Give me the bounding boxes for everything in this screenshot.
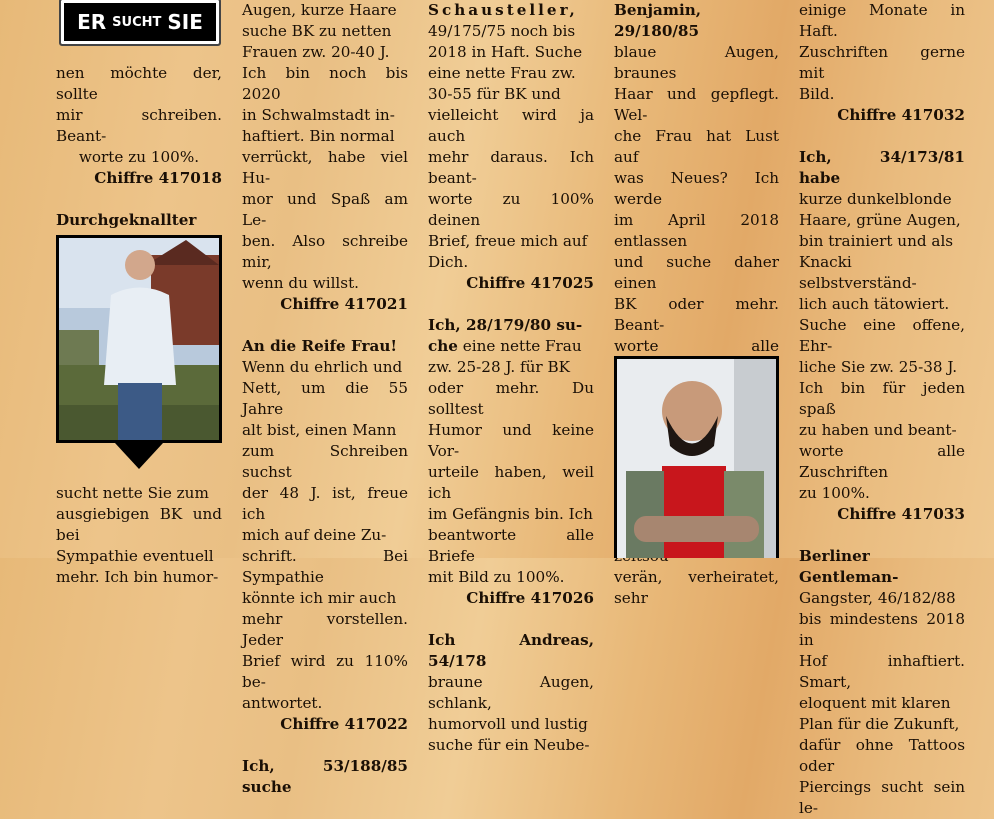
ad-text-line: Sympathie eventuell bbox=[56, 547, 214, 565]
header-er: ER bbox=[77, 10, 107, 34]
ad-text-line: was Neues? Ich werde bbox=[614, 169, 779, 208]
ad-text-line: zum Schreiben suchst bbox=[242, 442, 408, 481]
ad-text-line: BK oder mehr. Beant- bbox=[614, 295, 779, 334]
ad-text-line: schrift. Bei Sympathie bbox=[242, 547, 408, 586]
chiffre-number: Chiffre 417018 bbox=[94, 169, 222, 187]
ad-text-line: zu 100%. bbox=[799, 484, 870, 502]
ad-text-line: humorvoll und lustig bbox=[428, 715, 588, 733]
ad-text-line: Bild. bbox=[799, 85, 835, 103]
ad-text-line: mich auf deine Zu- bbox=[242, 526, 387, 544]
ad-text-line: haftiert. Bin normal bbox=[242, 127, 395, 145]
ad-text-line: Brief, freue mich auf bbox=[428, 232, 588, 250]
ad-text-line: bis mindestens 2018 in bbox=[799, 610, 965, 649]
chiffre-number: Chiffre 417022 bbox=[280, 715, 408, 733]
ad-headline: Ich, 34/173/81 habe bbox=[799, 148, 965, 187]
ad-text-line: mehr daraus. Ich beant- bbox=[428, 148, 594, 187]
ad-text-line: suche BK zu netten bbox=[242, 22, 392, 40]
ad-text-line: worte zu 100%. bbox=[78, 148, 200, 166]
column-5 bbox=[799, 0, 965, 817]
ad-text-line: bin trainiert und als bbox=[799, 232, 954, 250]
ad-headline: Durchgeknallter bbox=[56, 211, 197, 229]
ad-text-line: dafür ohne Tattoos oder bbox=[799, 736, 965, 775]
ad-text-line: urteile haben, weil ich bbox=[428, 463, 594, 502]
man-in-hoodie-photo bbox=[56, 235, 222, 443]
column-2 bbox=[242, 0, 408, 796]
ad-text-line: Brief wird zu 110% be- bbox=[242, 652, 408, 691]
ad-text-line: verrückt, habe viel Hu- bbox=[242, 148, 408, 187]
ad-text-line: im April 2018 entlassen bbox=[614, 211, 779, 250]
ad-text-line: eloquent mit klaren bbox=[799, 694, 951, 712]
ad-text-line: worte zu 100% deinen bbox=[428, 190, 594, 229]
ad-text-line: mehr. Ich bin humor- bbox=[56, 568, 219, 586]
ad-text-line: zw. 25-28 J. für BK bbox=[428, 358, 571, 376]
ad-text-line: 49/175/75 noch bis bbox=[428, 22, 576, 40]
ad-text-line: Piercings sucht sein le- bbox=[799, 778, 965, 817]
chiffre-number: Chiffre 417033 bbox=[837, 505, 965, 523]
ad-headline: Schausteller, bbox=[428, 1, 578, 19]
ad-text-line: ausgiebigen BK und bei bbox=[56, 505, 222, 544]
ad-headline: Ich, 53/188/85 suche bbox=[242, 757, 408, 796]
column-3 bbox=[428, 0, 594, 754]
ad-text-line: Haare, grüne Augen, bbox=[799, 211, 961, 229]
bearded-man-photo bbox=[614, 356, 779, 558]
ad-text-line: worte alle bbox=[614, 337, 779, 355]
header-sucht: SUCHT bbox=[112, 14, 162, 30]
ad-text-line: sucht nette Sie zum bbox=[56, 484, 209, 502]
ad-headline: An die Reife Frau! bbox=[242, 337, 398, 355]
ad-text-line: verän, verheiratet, sehr bbox=[614, 568, 779, 607]
ad-text-line: worte alle Zuschriften bbox=[799, 442, 965, 481]
ad-text-line: Hof inhaftiert. Smart, bbox=[799, 652, 965, 691]
ad-text-line: vielleicht wird ja auch bbox=[428, 106, 594, 145]
ad-headline: Benjamin, 29/180/85 bbox=[614, 1, 702, 40]
ad-text-line: liche Sie zw. 25-38 J. bbox=[799, 358, 958, 376]
ad-text-line: einige Monate in Haft. bbox=[799, 1, 965, 40]
ad-text-line: könnte ich mir auch bbox=[242, 589, 397, 607]
ad-text-line: der 48 J. ist, freue ich bbox=[242, 484, 408, 523]
ad-text-line: Humor und keine Vor- bbox=[428, 421, 594, 460]
ad-text-line: Haar und gepflegt. Wel- bbox=[614, 85, 779, 124]
ad-headline: Berliner Gentleman- bbox=[799, 547, 899, 586]
ad-text-line: alt bist, einen Mann bbox=[242, 421, 397, 439]
ad-text-line: Ich bin noch bis 2020 bbox=[242, 64, 408, 103]
ad-text-line: lich auch tätowiert. bbox=[799, 295, 950, 313]
chiffre-number: Chiffre 417032 bbox=[837, 106, 965, 124]
ad-text-line: oder mehr. Du solltest bbox=[428, 379, 594, 418]
ad-text-line: Plan für die Zukunft, bbox=[799, 715, 960, 733]
chiffre-number: Chiffre 417025 bbox=[466, 274, 594, 292]
ad-text-line: zu haben und beant- bbox=[799, 421, 957, 439]
ad-text-line: beantworte alle Briefe bbox=[428, 526, 594, 565]
ad-text-line: Zuschriften gerne mit bbox=[799, 43, 965, 82]
ad-text-line: Knacki selbstverständ- bbox=[799, 253, 917, 292]
ad-text-line: Ich bin für jeden spaß bbox=[799, 379, 965, 418]
ad-text-line: Gangster, 46/182/88 bbox=[799, 589, 956, 607]
ad-text-line: Augen, kurze Haare bbox=[242, 1, 397, 19]
ad-text-line: Frauen zw. 20-40 J. bbox=[242, 43, 390, 61]
ad-text-line bbox=[428, 336, 594, 357]
ad-headline: Ich Andreas, 54/178 bbox=[428, 631, 594, 670]
ad-text-line: und suche daher einen bbox=[614, 253, 779, 292]
chiffre-number: Chiffre 417021 bbox=[280, 295, 408, 313]
ad-text-line: Dich. bbox=[428, 253, 469, 271]
ad-text-line: che Frau hat Lust auf bbox=[614, 127, 779, 166]
header-sie: SIE bbox=[167, 10, 203, 34]
ad-text-line: nen möchte der, sollte bbox=[56, 64, 222, 103]
ad-text-line: 30-55 für BK und bbox=[428, 85, 561, 103]
ad-text-line: suche für ein Neube- bbox=[428, 736, 590, 754]
ad-text-line: 2018 in Haft. Suche bbox=[428, 43, 583, 61]
ad-text-line: braune Augen, schlank, bbox=[428, 673, 594, 712]
ad-text-line: antwortet. bbox=[242, 694, 323, 712]
ad-text-line: blaue Augen, braunes bbox=[614, 43, 779, 82]
ad-text-line: wenn du willst. bbox=[242, 274, 360, 292]
ad-text-line: mehr vorstellen. Jeder bbox=[242, 610, 408, 649]
personal-ad-photo bbox=[56, 235, 222, 443]
ad-headline: Ich, 28/179/80 su- bbox=[428, 316, 583, 334]
arrow-down-icon bbox=[115, 443, 163, 469]
personal-ad-photo bbox=[614, 356, 779, 558]
ad-text-line: Wenn du ehrlich und bbox=[242, 358, 403, 376]
ad-text-span: eine nette Frau bbox=[457, 337, 582, 355]
ad-text-line: ben. Also schreibe mir, bbox=[242, 232, 408, 271]
ad-text-line: eine nette Frau zw. bbox=[428, 64, 576, 82]
ad-headline-end: che bbox=[428, 337, 458, 355]
ad-text-line: in Schwalmstadt in- bbox=[242, 106, 395, 124]
ad-text-line: mir schreiben. Beant- bbox=[56, 106, 222, 145]
ad-text-line: im Gefängnis bin. Ich bbox=[428, 505, 593, 523]
ad-text-line: Nett, um die 55 Jahre bbox=[242, 379, 408, 418]
ad-text-line: kurze dunkelblonde bbox=[799, 190, 952, 208]
ad-text-line: Suche eine offene, Ehr- bbox=[799, 316, 965, 355]
chiffre-number: Chiffre 417026 bbox=[466, 589, 594, 607]
ad-text-line: mor und Spaß am Le- bbox=[242, 190, 408, 229]
ad-text-line: mit Bild zu 100%. bbox=[428, 568, 565, 586]
